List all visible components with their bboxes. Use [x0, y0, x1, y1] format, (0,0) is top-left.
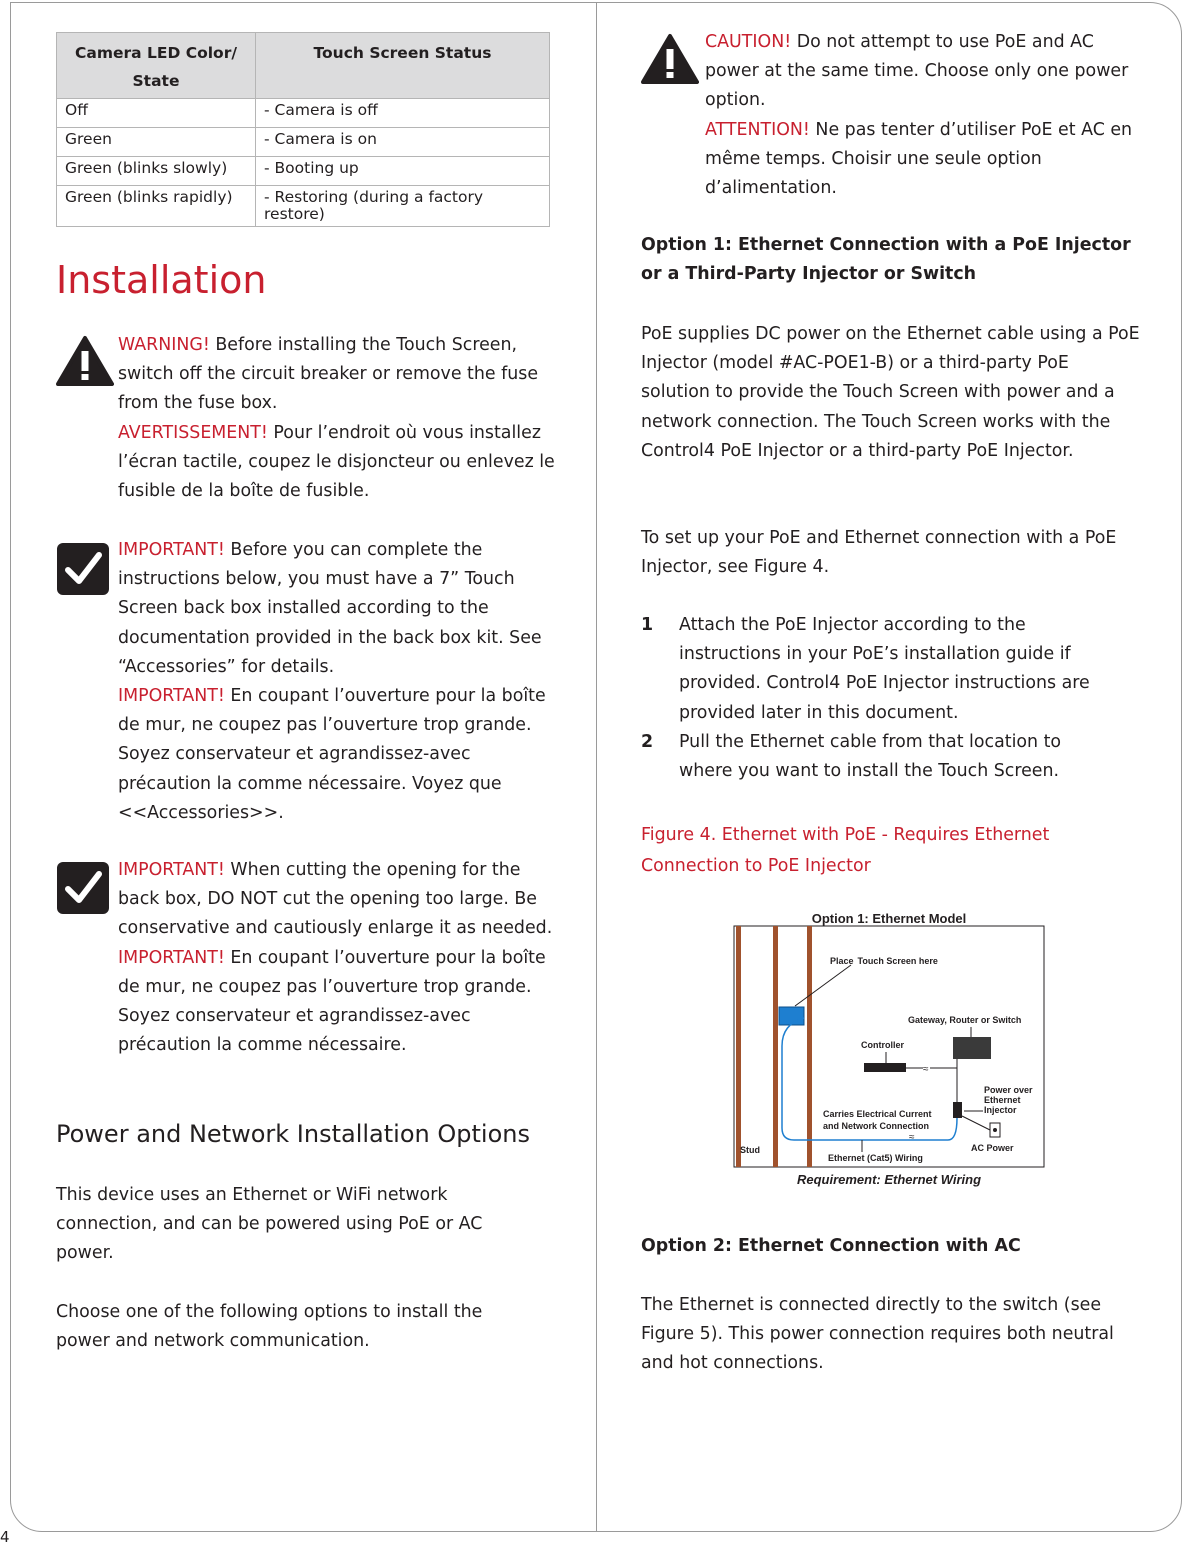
installation-title: Installation	[56, 258, 267, 302]
power-section-paragraph-2: Choose one of the following options to install the power and network communication.	[56, 1302, 483, 1352]
step-number: 2	[641, 731, 654, 752]
important-fr-label: IMPORTANT!	[118, 686, 225, 707]
poe-label-2: Ethernet	[984, 1095, 1021, 1105]
ac-outlet-plug	[993, 1128, 997, 1132]
table-cell: Off	[57, 99, 256, 128]
table-row	[57, 99, 550, 128]
table-cell: - Restoring (during a factory restore)	[256, 186, 550, 227]
page-number: 4	[0, 1528, 10, 1546]
table-row	[57, 157, 550, 186]
list-item	[641, 728, 1111, 786]
important-fr-text: En coupant l’ouverture pour la boîte de mur, ne coupez pas l’ouverture trop grande. Soyez conservateur et agrandissez-avec précaution la comme nécessaire.	[118, 947, 546, 1056]
step-text: Pull the Ethernet cable from that location to where you want to install the Touch Screen.	[679, 731, 1062, 782]
poe-injector	[953, 1102, 962, 1118]
column-divider	[596, 2, 597, 1532]
warning-fr-label: AVERTISSEMENT!	[118, 422, 268, 443]
poe-label-1: Power over	[984, 1085, 1033, 1095]
figure-caption: Figure 4. Ethernet with PoE - Requires Ethernet Connection to PoE Injector	[641, 825, 1050, 876]
place-label: Place Touch Screen here	[830, 956, 938, 966]
stud	[807, 926, 812, 1167]
important-text: Before you can complete the instructions below, you must have a 7” Touch Screen back box installed according to the documentation provided in the back box kit. See “Accessories” for details.	[118, 540, 542, 677]
stud	[773, 926, 778, 1167]
table-cell: - Camera is on	[256, 128, 550, 157]
carries-label-1: Carries Electrical Current	[823, 1109, 932, 1119]
table-cell: Green (blinks slowly)	[57, 157, 256, 186]
option1-paragraph-2: To set up your PoE and Ethernet connection with a PoE Injector, see Figure 4.	[641, 528, 1117, 578]
important-fr-text: En coupant l’ouverture pour la boîte de mur, ne coupez pas l’ouverture trop grande. Soyez conservateur et agrandissez-avec précaution la comme nécessaire. Voyez que <<Accessories>>.	[118, 686, 546, 823]
table-row	[57, 186, 550, 227]
table-cell: - Booting up	[256, 157, 550, 186]
warning-label: WARNING!	[118, 335, 210, 355]
important-block-1	[118, 536, 558, 828]
checkmark-icon	[57, 543, 109, 595]
step-text: Attach the PoE Injector according to the instructions in your PoE’s installation guide if provided. Control4 PoE Injector instructions are provided later in this document.	[679, 615, 1090, 723]
important-label: IMPORTANT!	[118, 540, 225, 560]
controller-label: Controller	[861, 1040, 905, 1050]
warning-text: Before installing the Touch Screen, switch off the circuit breaker or remove the fuse from the fuse box.	[118, 335, 539, 414]
important-label: IMPORTANT!	[118, 860, 225, 880]
important-text: When cutting the opening for the back box, DO NOT cut the opening too large. Be conservative and cautiously enlarge it as needed.	[118, 860, 553, 939]
diagram-title: Option 1: Ethernet Model	[811, 911, 967, 926]
cable-break: ≈	[909, 1132, 915, 1143]
camera-led-table	[56, 32, 550, 227]
stud	[736, 926, 741, 1167]
important-fr-label: IMPORTANT!	[118, 947, 225, 968]
table-cell: - Camera is off	[256, 99, 550, 128]
option2-paragraph: The Ethernet is connected directly to the switch (see Figure 5). This power connection requires both neutral and hot connections.	[641, 1295, 1114, 1374]
important-block-2	[118, 856, 558, 1060]
caution-fr-label: ATTENTION!	[705, 119, 810, 140]
power-section-title: Power and Network Installation Options	[56, 1120, 530, 1148]
warning-block	[118, 331, 558, 506]
requirement-label: Requirement: Ethernet Wiring	[796, 1172, 982, 1187]
ethernet-wiring-label: Ethernet (Cat5) Wiring	[828, 1153, 923, 1163]
gateway-label: Gateway, Router or Switch	[908, 1015, 1022, 1025]
table-header: Camera LED Color/ State	[57, 33, 256, 99]
stud-label: Stud	[740, 1145, 760, 1155]
warning-icon	[641, 33, 699, 85]
carries-label-2: and Network Connection	[823, 1121, 930, 1131]
option2-heading: Option 2: Ethernet Connection with AC	[641, 1236, 1021, 1256]
caution-fr-text: Ne pas tenter d’utiliser PoE et AC en même temps. Choisir une seule option d’alimentation.	[705, 119, 1133, 199]
ethernet-model-diagram	[733, 906, 1047, 1192]
controller	[864, 1063, 906, 1072]
warning-icon	[56, 335, 114, 387]
touch-screen-box	[779, 1007, 804, 1025]
option1-paragraph-1: PoE supplies DC power on the Ethernet cable using a PoE Injector (model #AC-POE1-B) or a third-party PoE solution to provide the Touch Screen with power and a network connection. The Touch Screen works with the Control4 PoE Injector or a third-party PoE Injector.	[641, 324, 1140, 461]
checkmark-icon	[57, 862, 109, 914]
caution-text: Do not attempt to use PoE and AC power at the same time. Choose only one power option.	[705, 32, 1129, 111]
power-section-paragraph-1: This device uses an Ethernet or WiFi network connection, and can be powered using PoE or AC power.	[56, 1185, 483, 1264]
table-header-row	[57, 33, 550, 99]
gateway-router-switch	[953, 1037, 991, 1059]
table-cell: Green	[57, 128, 256, 157]
option1-heading: Option 1: Ethernet Connection with a PoE Injector or a Third-Party Injector or Switch	[641, 235, 1131, 285]
caution-label: CAUTION!	[705, 32, 792, 52]
table-cell: Green (blinks rapidly)	[57, 186, 256, 227]
list-item	[641, 611, 1111, 728]
option1-steps	[641, 611, 1111, 786]
table-row	[57, 128, 550, 157]
step-number: 1	[641, 615, 654, 635]
cable-break: ≈	[923, 1064, 929, 1075]
caution-block	[705, 28, 1145, 203]
table-header: Touch Screen Status	[256, 33, 550, 99]
ac-power-label: AC Power	[971, 1143, 1014, 1153]
poe-label-3: Injector	[984, 1105, 1017, 1115]
warning-fr-text: Pour l’endroit où vous installez l’écran tactile, coupez le disjoncteur ou enlevez le fusible de la boîte de fusible.	[118, 422, 555, 502]
